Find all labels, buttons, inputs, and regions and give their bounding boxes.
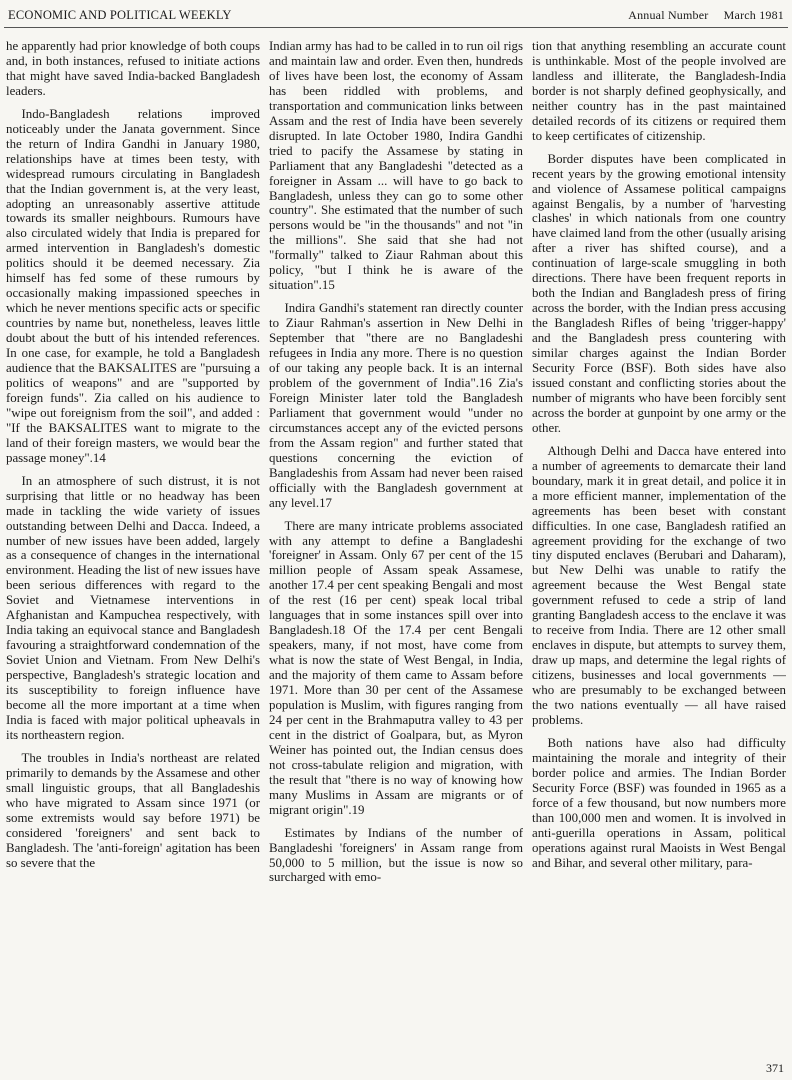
paragraph: Indo-Bangladesh relations improved noticeably under the Janata government. Since the return of Indira Gandhi in January 1980, relationships have at times been testy, with widespread rumours circulating in Bangladesh that the Indian government is, at the very least, adopting an unreasonably assertive attitude towards its smaller neighbours. Rumours have also circulated widely that India is prepared for armed intervention in Bangladesh's domestic politics should it be deemed necessary. Zia himself has fed some of these rumours by occasionally making impassioned speeches in which he never mentions specific acts or specific countries by name but, nonetheless, leaves little doubt about the butt of his intended references. In one case, for example, he told a Bangladesh audience that the BAKSALITES are "pursuing a politics of weapons" and are "supported by foreign funds". Zia called on his audience to "wipe out foreignism from the soil", and added : "If the BAKSALITES want to migrate to the land of their foreign masters, we would bear the passage money".14 (6, 106, 260, 465)
paragraph: There are many intricate problems associated with any attempt to define a Bangladeshi 'foreigner' in Assam. Only 67 per cent of the 15 million people of Assam speak Assamese, another 17.4 per cent speaking Bengali and most of the rest (16 per cent) speak local tribal languages that in some instances spill over into Bangladesh.18 Of the 17.4 per cent Bengali speakers, many, if not most, have come from what is now the state of West Bengal, in India, and the majority of them came to Assam before 1971. More than 30 per cent of the Assamese population is Muslim, with figures ranging from 24 per cent in the Brahmaputra valley to 43 per cent in the district of Goalpara, but, as Myron Weiner has pointed out, the Indian census does not cross-tabulate religion and migration, with the result that "there is no way of knowing how many Muslims in Assam are migrants or of migrant origin".19 (269, 518, 523, 817)
paragraph: tion that anything resembling an accurate count is unthinkable. Most of the people involved are landless and illiterate, the Bangladesh-India border is not sharply defined geophysically, and neither country has in the past maintained detailed records of its citizens or required them to keep certificates of citizenship. (532, 39, 786, 143)
header-rule (4, 27, 788, 28)
paragraph: Both nations have also had difficulty maintaining the morale and integrity of their border police and armies. The Indian Border Security Force (BSF) was founded in 1965 as a force of a few thousand, but now numbers more than 100,000 men and women. It is involved in anti-guerilla operations in Assam, political operations against rural Maoists in West Bengal and Bihar, and several other military, para- (532, 735, 786, 870)
paragraph: The troubles in India's northeast are related primarily to demands by the Assamese and other small linguistic groups, that all Bangladeshis who have migrated to Assam since 1971 (or some extremists would say before 1971) be considered 'foreigners' and sent back to Bangladesh. The 'anti-foreign' agitation has been so severe that the (6, 750, 260, 870)
paragraph: Estimates by Indians of the number of Bangladeshi 'foreigners' in Assam range from 50,000 to 5 million, but the issue is now so surcharged with emo- (269, 825, 523, 885)
column-3 (532, 39, 786, 1051)
paragraph: he apparently had prior knowledge of both coups and, in both instances, refused to initiate actions that might have saved India-backed Bangladesh leaders. (6, 39, 260, 98)
journal-title: ECONOMIC AND POLITICAL WEEKLY (8, 8, 232, 22)
column-2 (269, 39, 523, 1051)
running-header (8, 8, 784, 26)
issue-date: March 1981 (723, 8, 784, 22)
issue-label: Annual Number (628, 8, 709, 22)
issue-info (616, 8, 784, 23)
paragraph: Border disputes have been complicated in recent years by the growing emotional intensity and violence of Assamese political campaigns against Bengalis, by a number of 'harvesting clashes' in which nationals from one country have claimed land from the other (usually arising after a river has shifted course), and a continuation of large-scale smuggling in both directions. There have been frequent reports in both the Indian and Bangladesh press of firing across the border, with the Indian press accusing the Bangladesh Rifles of being 'trigger-happy' and the Bangladesh press countering with similar charges against the Indian Border Security Force (BSF). Both sides have also issued constant and conflicting stories about the number of migrants who have been forcibly sent across the border at gunpoint by one army or the other. (532, 151, 786, 435)
paragraph: Indian army has had to be called in to run oil rigs and maintain law and order. Even then, hundreds of lives have been lost, the economy of Assam has been riddled with problems, and transportation and communication links between Assam and the rest of India have been severely disrupted. In late October 1980, Indira Gandhi tried to pacify the Assamese by stating in Parliament that any Bangladeshi "detected as a foreigner in Assam ... will have to go back to Bangladesh, unless they can go to some other country". She estimated that the number of such persons would be "in the thousands" and not "in the millions". She said that she had not "formally" talked to Ziaur Rahman about this policy, "but I think he is aware of the situation".15 (269, 39, 523, 293)
paragraph: Although Delhi and Dacca have entered into a number of agreements to demarcate their land boundary, mark it in great detail, and police it in a more efficient manner, implementation of the agreements has been beset with constant difficulties. In one case, Bangladesh ratified an agreement providing for the exchange of two tiny disputed enclaves (Berubari and Daharam), but New Delhi was unable to ratify the agreement because the West Bengal state government refused to cede a strip of land granting Bangladesh access to the enclave it was to receive from India. There are 12 other small enclaves in dispute, but attempts to survey them, draw up maps, and determine the legal rights of citizens, businesses and local governments — who are presumably to be exchanged between the two nations eventually — all have raised problems. (532, 443, 786, 727)
paragraph: Indira Gandhi's statement ran directly counter to Ziaur Rahman's assertion in New Delhi in September that "there are no Bangladeshi refugees in India any more. There is no question of our taking any people back. It is an internal problem of the government of India".16 Zia's Foreign Minister later told the Bangladesh Parliament that government would "under no circumstances accept any of the evicted persons from the Assam region" and further stated that questions concerning the eviction of Bangladeshis from Assam had never been raised officially with the Bangladesh government at any level.17 (269, 301, 523, 510)
paragraph: In an atmosphere of such distrust, it is not surprising that little or no headway has been made in tackling the wide variety of issues outstanding between Delhi and Dacca. Indeed, a number of new issues have been added, largely as a consequence of changes in the international environment. Heading the list of new issues have been serious differences with regard to the Soviet and Vietnamese interventions in Afghanistan and Kampuchea respectively, with India taking an equivocal stance and Bangladesh favouring a straightforward condemnation of the Soviet Union and Vietnam. From New Delhi's perspective, Bangladesh's strategic location and its susceptibility to foreign influence have become all the more important at a time when India is faced with major political upheavals in its northeastern region. (6, 473, 260, 742)
page-number: 371 (766, 1061, 784, 1075)
article-body (6, 39, 786, 1051)
column-1 (6, 39, 260, 1051)
